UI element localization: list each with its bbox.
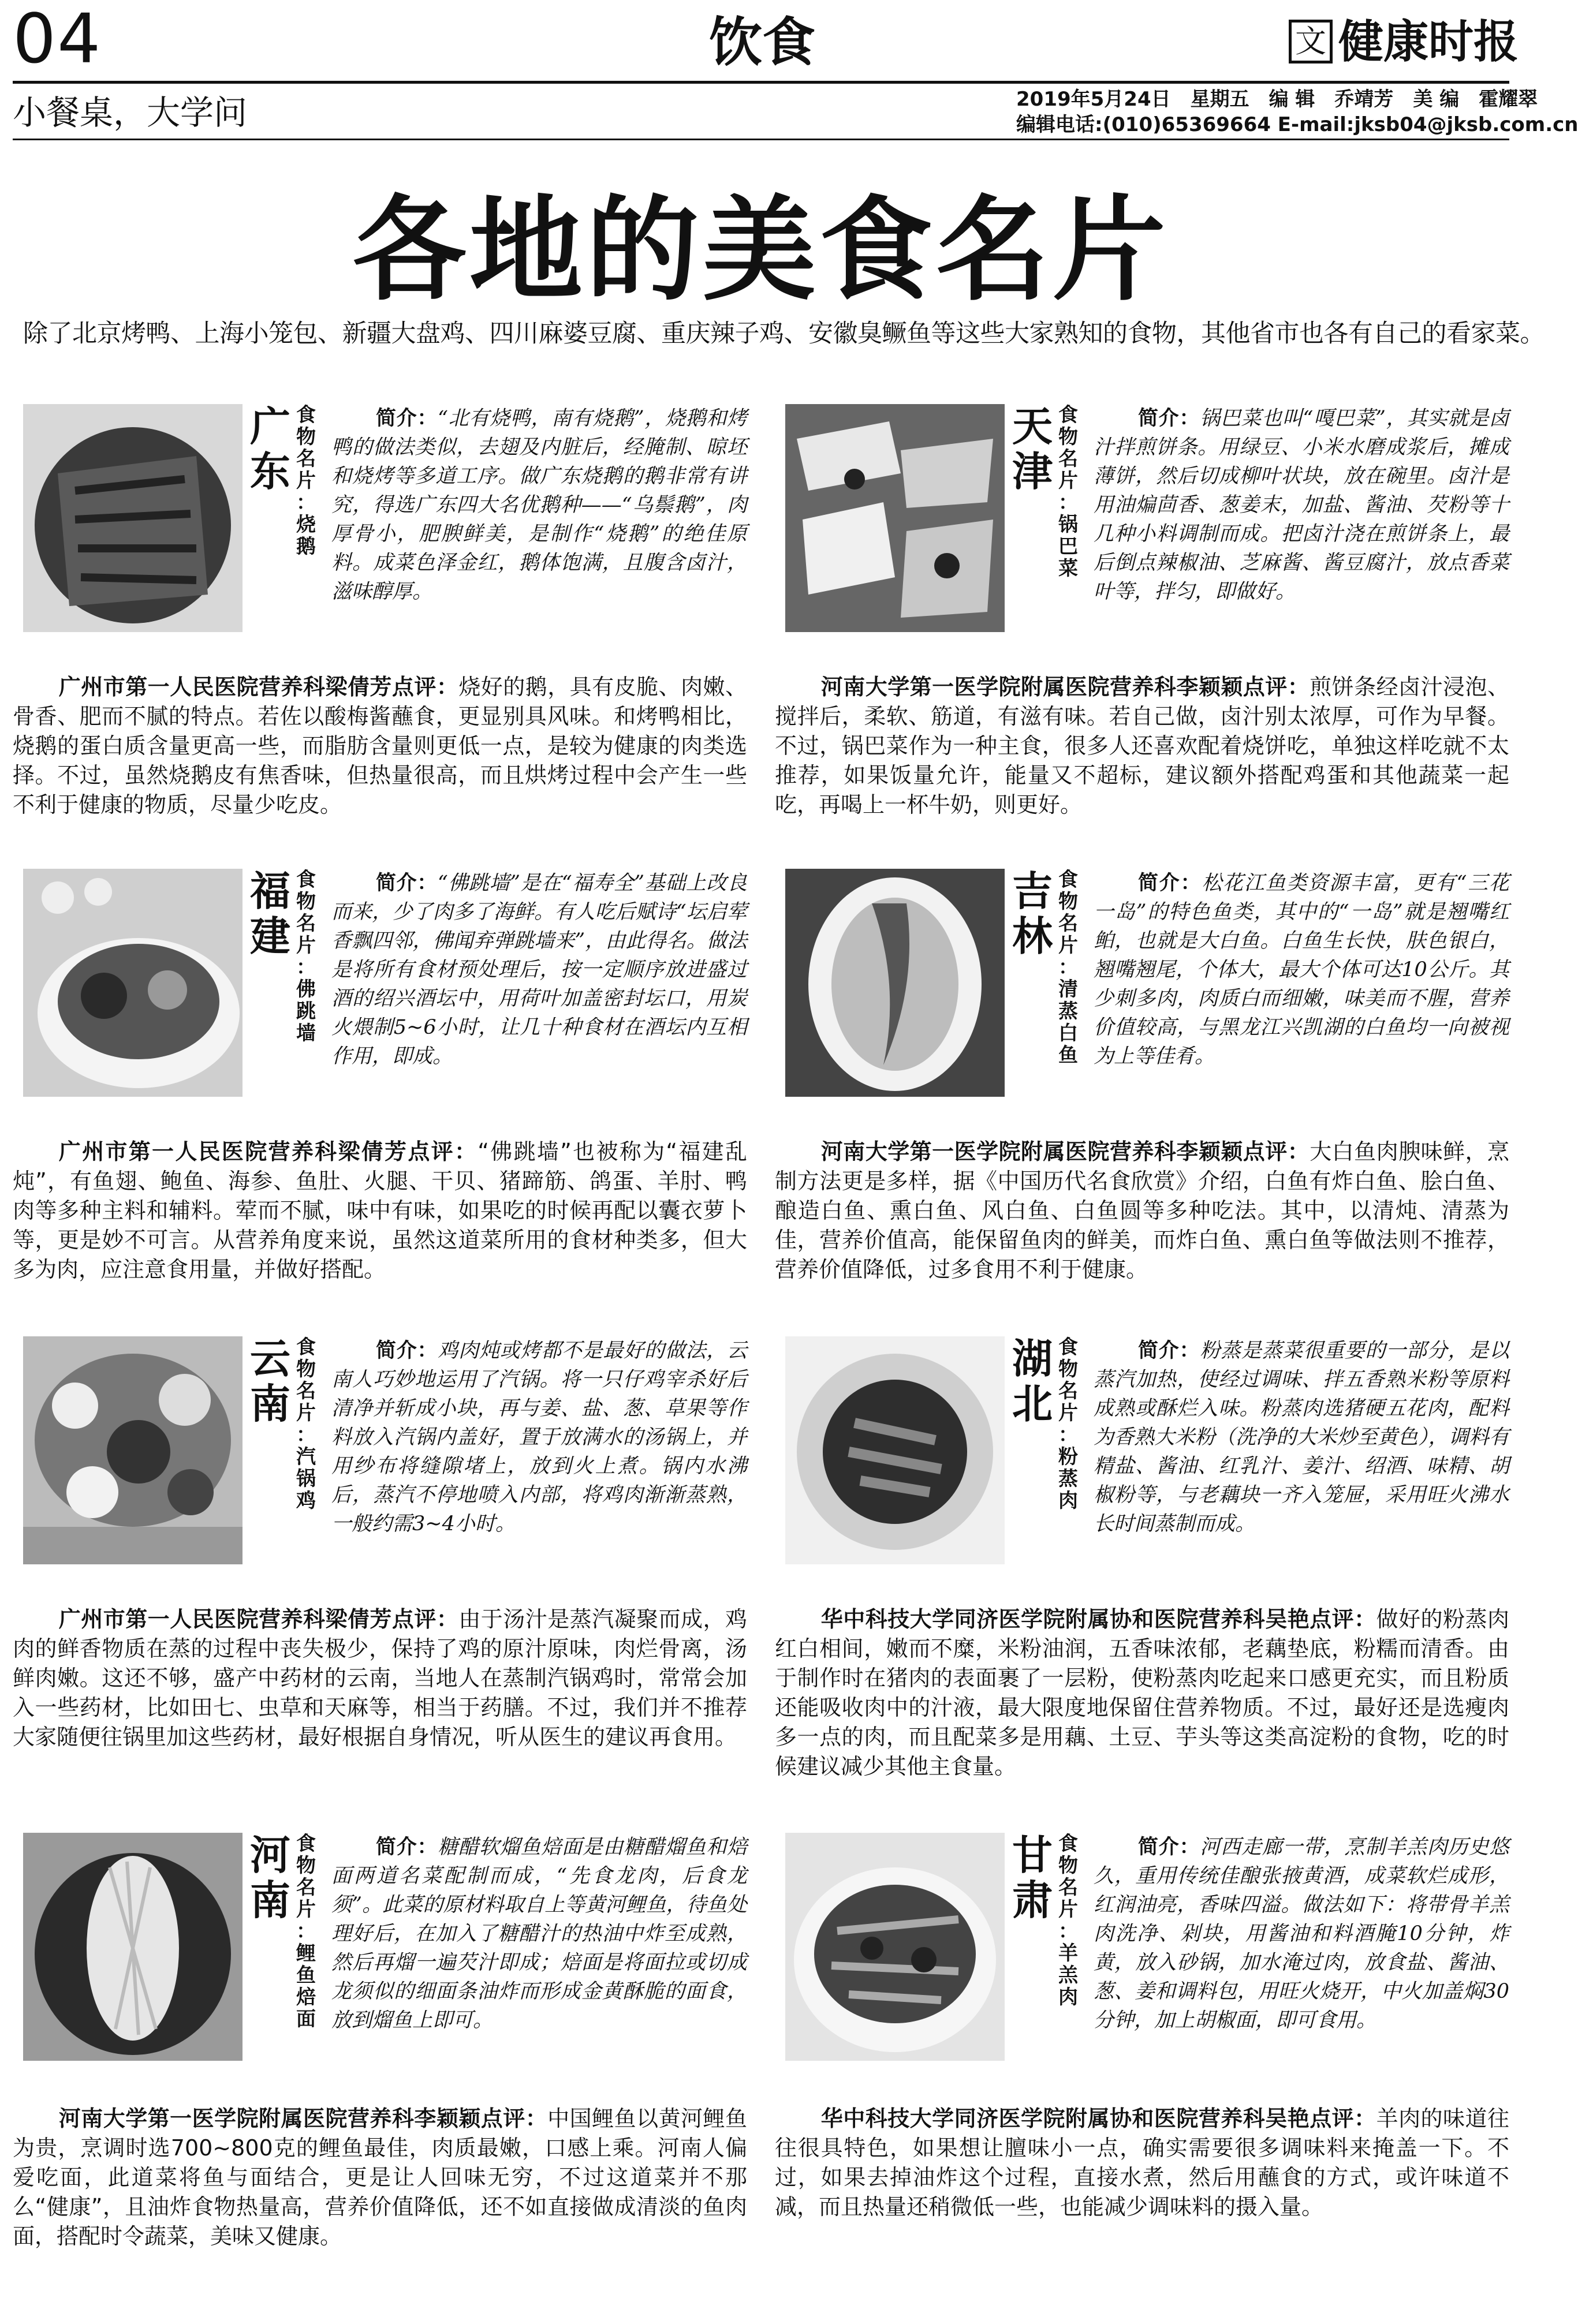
dish-intro-lead: 简介： [1138,406,1200,430]
region-name-text: 湖 北 [1012,1335,1053,1428]
dish-card-prefix: 食 物 名 片 ： [1058,403,1078,514]
dish-intro [1094,1336,1509,1538]
dish-photo [785,1833,1005,2061]
dish-card-label [1055,869,1081,1066]
dish-card-prefix: 食 物 名 片 ： [296,403,316,514]
dish-intro [331,1833,747,2035]
expert-comment-body: 做好的粉蒸肉红白相间，嫩而不糜，米粉油润，五香味浓郁，老藕垫底，粉糯而清香。由于制作时在猪肉的表面裹了一层粉，使粉蒸肉吃起来口感更充实，而且粉质还能吸收肉中的汁液，最大限度地保留住营养物质。不过，最好还是选瘦肉多一点的肉，而且配菜多是用藕、土豆、芋头等这类高淀粉的食物，吃的时候建议减少其他主食量。 [775,1606,1509,1779]
dish-intro [1094,1833,1509,2035]
logo-mark-icon: 文 [1289,20,1333,63]
dish-card-label [293,869,319,1044]
dish-intro-body: 松花江鱼类资源丰富，更有“三花一岛”的特色鱼类，其中的“一岛”就是翘嘴红鲌，也就是大白鱼。白鱼生长快，肤色银白，翘嘴翘尾，个体大，最大个体可达10公斤。其少刺多肉，肉质白而细嫩，味美而不腥，营养价值较高，与黑龙江兴凯湖的白鱼均一向被视为上等佳肴。 [1094,872,1509,1068]
expert-comment-lead: 广州市第一人民医院营养科梁倩芳点评： [58,674,459,700]
dish-card-prefix: 食 物 名 片 ： [296,1336,316,1447]
expert-comment-lead: 华中科技大学同济医学院附属协和医院营养科吴艳点评： [820,1606,1376,1632]
expert-comment [775,1605,1509,1781]
dish-card-name: 鲤 鱼 焙 面 [296,1942,316,2031]
dish-card-label [293,1833,319,2030]
dish-card-prefix: 食 物 名 片 ： [1058,1832,1078,1943]
dish-card-name: 粉 蒸 肉 [1058,1445,1078,1512]
issue-info [1016,87,1578,137]
dish-photo-image [23,1336,243,1564]
dish-photo-image [23,1833,243,2061]
article-headline: 各地的美食名片 [352,184,1169,316]
region-name [248,1336,292,1426]
dish-intro-lead: 简介： [1138,1339,1200,1362]
expert-comment [13,1605,747,1752]
expert-comment-lead: 华中科技大学同济医学院附属协和医院营养科吴艳点评： [820,2106,1376,2131]
dish-photo-image [23,869,243,1097]
dish-photo [785,869,1005,1097]
dish-card-name: 清 蒸 白 鱼 [1058,978,1078,1067]
dish-card-label [293,404,319,558]
dish-intro [331,404,747,606]
dish-intro-body: 河西走廊一带，烹制羊羔肉历史悠久，重用传统佳酿张掖黄酒，成菜软烂成形，红润油亮，香味四溢。做法如下：将带骨羊羔肉洗净、剁块，用酱油和料酒腌10分钟，炸黄，放入砂锅，加水淹过肉，放食盐、酱油、葱、姜和调料包，用旺火烧开，中火加盖焖30分钟，加上胡椒面，即可食用。 [1094,1836,1509,2032]
region-name-text: 福 建 [250,867,290,960]
expert-comment-lead: 广州市第一人民医院营养科梁倩芳点评： [58,1606,459,1632]
dish-photo-image [785,869,1005,1097]
dish-photo [23,1833,243,2061]
region-name-text: 云 南 [250,1335,290,1428]
dish-card-name: 锅 巴 菜 [1058,513,1078,580]
dish-card-name: 汽 锅 鸡 [296,1445,316,1512]
dish-card-name: 羊 羔 肉 [1058,1942,1078,2009]
newspaper-logo [1289,16,1519,68]
dish-card-label [1055,1336,1081,1512]
expert-comment-body: 煎饼条经卤汁浸泡、搅拌后，柔软、筋道，有滋有味。若自己做，卤汁别太浓厚，可作为早餐。不过，锅巴菜作为一种主食，很多人还喜欢配着烧饼吃，单独这样吃就不太推荐，如果饭量允许，能量又不超标，建议额外搭配鸡蛋和其他蔬菜一起吃，再喝上一杯牛奶，则更好。 [775,674,1509,817]
expert-comment-lead: 河南大学第一医学院附属医院营养科李颖颖点评： [820,674,1310,700]
expert-comment [775,1137,1509,1284]
dish-intro-body: 粉蒸是蒸菜很重要的一部分，是以蒸汽加热，使经过调味、拌五香熟米粉等原料成熟或酥烂入味。粉蒸肉选猪硬五花肉，配料为香熟大米粉（洗净的大米炒至黄色），调料有精盐、酱油、红乳汁、姜汁、绍酒、味精、胡椒粉等，与老藕块一齐入笼屉，采用旺火沸水长时间蒸制而成。 [1094,1339,1509,1535]
dish-intro [1094,404,1509,606]
region-name [1010,1336,1054,1426]
dish-card-name: 烧 鹅 [296,513,316,558]
dish-intro [331,1336,747,1538]
dish-card-label [1055,1833,1081,2008]
dish-card-prefix: 食 物 名 片 ： [296,868,316,979]
region-name [248,404,292,494]
dish-intro [331,869,747,1071]
region-name [248,869,292,959]
expert-comment [13,672,747,820]
section-subtitle: 小餐桌，大学问 [13,93,248,132]
expert-comment-body: 大白鱼肉腴味鲜，烹制方法更是多样，据《中国历代名食欣赏》介绍，白鱼有炸白鱼、脍白鱼、酿造白鱼、熏白鱼、风白鱼、白鱼圆等多种吃法。其中，以清炖、清蒸为佳，营养价值高，能保留鱼肉的鲜美，而炸白鱼、熏白鱼等做法则不推荐，营养价值降低，过多食用不利于健康。 [775,1139,1509,1282]
region-name-text: 天 津 [1012,402,1053,495]
dish-card-prefix: 食 物 名 片 ： [296,1832,316,1943]
expert-comment-lead: 河南大学第一医学院附属医院营养科李颖颖点评： [58,2106,548,2131]
dish-intro-lead: 简介： [1138,1835,1200,1859]
dish-intro-lead: 简介： [376,1835,438,1859]
region-name [1010,404,1054,494]
subtitle-rule [13,139,1509,140]
logo-name: 健康时报 [1338,16,1519,68]
region-name [1010,869,1054,959]
dish-photo [785,404,1005,632]
dish-photo-image [23,404,243,632]
dish-photo-image [785,1833,1005,2061]
dish-photo [23,869,243,1097]
expert-comment [13,1137,747,1284]
dish-intro-body: “佛跳墙”是在“福寿全”基础上改良而来，少了肉多了海鲜。有人吃后赋诗“坛启荤香飘四邻，佛闻弃弹跳墙来”，由此得名。做法是将所有食材预处理后，按一定顺序放进盛过酒的绍兴酒坛中，用荷叶加盖密封坛口，用炭火煨制5~6小时，让几十种食材在酒坛内互相作用，即成。 [331,872,747,1068]
dish-photo [23,1336,243,1564]
expert-comment [775,672,1509,820]
dish-card-label [293,1336,319,1512]
dish-intro-body: 鸡肉炖或烤都不是最好的做法，云南人巧妙地运用了汽锅。将一只仔鸡宰杀好后清净并斩成小块，再与姜、盐、葱、草果等作料放入汽锅内盖好，置于放满水的汤锅上，并用纱布将缝隙堵上，放到火上煮。锅内水沸后，蒸汽不停地喷入内部，将鸡肉渐渐蒸熟，一般约需3~4小时。 [331,1339,747,1535]
expert-comment [13,2104,747,2251]
expert-comment-body: “佛跳墙”也被称为“福建乱炖”，有鱼翅、鲍鱼、海参、鱼肚、火腿、干贝、猪蹄筋、鸽蛋、羊肘、鸭肉等多种主料和辅料。荤而不腻，味中有味，如果吃的时候再配以囊衣萝卜等，更是妙不可言。从营养角度来说，虽然这道菜所用的食材种类多，但大多为肉，应注意食用量，并做好搭配。 [13,1139,747,1282]
dish-intro-lead: 简介： [376,871,438,895]
dish-intro-lead: 简介： [376,1339,438,1362]
article-intro: 除了北京烤鸭、上海小笼包、新疆大盘鸡、四川麻婆豆腐、重庆辣子鸡、安徽臭鳜鱼等这些大家熟知的食物，其他省市也各有自己的看家菜。 [23,319,1545,348]
masthead-rule [13,81,1509,84]
region-name-text: 甘 肃 [1012,1831,1053,1924]
dish-intro-lead: 简介： [376,406,438,430]
dish-photo [785,1336,1005,1564]
issue-date-editors: 2019年5月24日 星期五 编 辑 乔靖芳 美 编 霍耀翠 [1016,88,1538,111]
region-name-text: 广 东 [250,402,290,495]
region-name [248,1833,292,1923]
dish-intro-body: 糖醋软熘鱼焙面是由糖醋熘鱼和焙面两道名菜配制而成，“先食龙肉，后食龙须”。此菜的原材料取自上等黄河鲤鱼，待鱼处理好后，在加入了糖醋汁的热油中炸至成熟，然后再熘一遍芡汁即成；焙面是将面拉或切成龙须似的细面条油炸而形成金黄酥脆的面食，放到熘鱼上即可。 [331,1836,747,2032]
expert-comment-lead: 广州市第一人民医院营养科梁倩芳点评： [58,1139,478,1164]
dish-intro-body: 锅巴菜也叫“嘎巴菜”，其实就是卤汁拌煎饼条。用绿豆、小米水磨成浆后，摊成薄饼，然后切成柳叶状块，放在碗里。卤汁是用油煸茴香、葱姜末，加盐、酱油、芡粉等十几种小料调制而成。把卤汁浇在煎饼条上，最后倒点辣椒油、芝麻酱、酱豆腐汁，放点香菜叶等，拌匀，即做好。 [1094,407,1509,603]
expert-comment-body: 烧好的鹅，具有皮脆、肉嫩、骨香、肥而不腻的特点。若佐以酸梅酱蘸食，更显别具风味。和烤鸭相比，烧鹅的蛋白质含量更高一些，而脂肪含量则更低一点，是较为健康的肉类选择。不过，虽然烧鹅皮有焦香味，但热量很高，而且烘烤过程中会产生一些不利于健康的物质，尽量少吃皮。 [13,674,747,817]
region-name-text: 吉 林 [1012,867,1053,960]
dish-photo-image [785,404,1005,632]
region-name [1010,1833,1054,1923]
dish-card-prefix: 食 物 名 片 ： [1058,1336,1078,1447]
dish-card-name: 佛 跳 墙 [296,978,316,1045]
dish-intro-body: “北有烧鸭，南有烧鹅”，烧鹅和烤鸭的做法类似，去翅及内脏后，经腌制、晾坯和烧烤等多道工序。做广东烧鹅的鹅非常有讲究，得选广东四大名优鹅种——“乌鬃鹅”，肉厚骨小，肥腴鲜美，是制作“烧鹅”的绝佳原料。成菜色泽金红，鹅体饱满，且腹含卤汁，滋味醇厚。 [331,407,747,603]
dish-card-prefix: 食 物 名 片 ： [1058,868,1078,979]
page-number: 04 [13,0,102,79]
expert-comment-body: 羊肉的味道往往很具特色，如果想让膻味小一点，确实需要很多调味料来掩盖一下。不过，如果去掉油炸这个过程，直接水煮，然后用蘸食的方式，或许味道不减，而且热量还稍微低一些，也能减少调味料的摄入量。 [775,2106,1509,2220]
expert-comment [775,2104,1509,2222]
dish-card-label [1055,404,1081,580]
dish-photo-image [785,1336,1005,1564]
dish-intro-lead: 简介： [1138,871,1202,895]
dish-photo [23,404,243,632]
editor-contact: 编辑电话:(010)65369664 E-mail:jksb04@jksb.com.cn [1016,113,1578,136]
section-title: 饮食 [708,11,815,73]
expert-comment-body: 中国鲤鱼以黄河鲤鱼为贵，烹调时选700~800克的鲤鱼最佳，肉质最嫩，口感上乘。河南人偏爱吃面，此道菜将鱼与面结合，更是让人回味无穷，不过这道菜并不那么“健康”，且油炸食物热量高，营养价值降低，还不如直接做成清淡的鱼肉面，搭配时令蔬菜，美味又健康。 [13,2106,747,2249]
region-name-text: 河 南 [250,1831,290,1924]
expert-comment-lead: 河南大学第一医学院附属医院营养科李颖颖点评： [820,1139,1310,1164]
dish-intro [1094,869,1509,1071]
expert-comment-body: 由于汤汁是蒸汽凝聚而成，鸡肉的鲜香物质在蒸的过程中丧失极少，保持了鸡的原汁原味，肉烂骨离，汤鲜肉嫩。这还不够，盛产中药材的云南，当地人在蒸制汽锅鸡时，常常会加入一些药材，比如田七、虫草和天麻等，相当于药膳。不过，我们并不推荐大家随便往锅里加这些药材，最好根据自身情况，听从医生的建议再食用。 [13,1606,747,1750]
